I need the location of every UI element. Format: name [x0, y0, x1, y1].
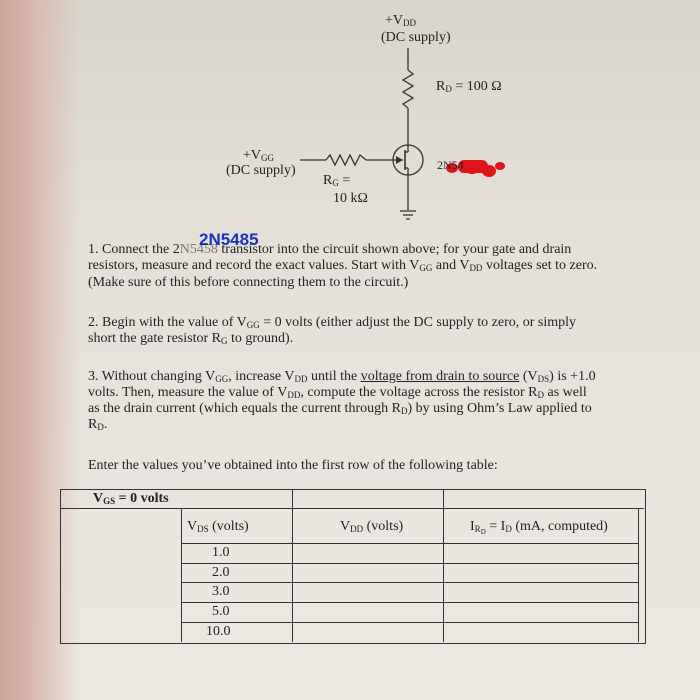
vdd-label: $+V_{DD}$	[385, 13, 417, 28]
table-vgs-header: $V_{GS} = 0$ volts	[93, 491, 169, 506]
instruction-3-line-3: as the drain current (which equals the current through $R_D$) by using Ohm’s Law applied to	[88, 401, 592, 416]
vgg-label: $+V_{GG}$	[243, 148, 275, 163]
column-header-vds: $V_{DS}$ (volts)	[187, 519, 249, 534]
table-row-line	[181, 602, 639, 603]
transistor-part-label: 2N54	[437, 158, 464, 172]
instruction-1-line-3: (Make sure of this before connecting them to the circuit.)	[88, 275, 409, 290]
instruction-3-line-2: volts. Then, measure the value of $V_{DD}$, compute the voltage across the resistor $R_D$ as well	[88, 385, 587, 400]
table-divider-2	[443, 489, 444, 642]
rg-label: $R_G$ =	[323, 173, 351, 188]
vgg-supply-label: (DC supply)	[226, 163, 296, 178]
enter-values-instruction: Enter the values you’ve obtained into the first row of the following table:	[88, 458, 498, 473]
rd-resistor	[403, 70, 413, 108]
column-header-id: $I_{R_D} = I_D$ (mA, computed)	[470, 519, 608, 536]
rg-value: 10 kΩ	[333, 191, 368, 206]
table-row-line	[181, 563, 639, 564]
rg-resistor	[326, 155, 366, 165]
table-row-vds-value: 1.0	[212, 545, 230, 560]
gate-arrow	[396, 156, 403, 164]
table-row-vds-value: 10.0	[206, 624, 231, 639]
table-row-line	[181, 622, 639, 623]
instruction-2-line-2: short the gate resistor $R_G$ to ground).	[88, 331, 294, 346]
instruction-3-line-1: 3. Without changing $V_{GG}$, increase $V_{DD}$ until the voltage from drain to source $(V_{DS})$ is +1.0	[88, 369, 596, 384]
table-row-vds-value: 3.0	[212, 584, 230, 599]
instruction-1-line-1: 1. Connect the 2N5458 transistor into the circuit shown above; for your gate and drain	[88, 242, 572, 257]
instruction-3-line-4: $R_D$.	[88, 417, 108, 432]
table-row-vds-value: 5.0	[212, 604, 230, 619]
column-header-vdd: $V_{DD}$ (volts)	[340, 519, 404, 534]
table-row-vds-value: 2.0	[212, 565, 230, 580]
vdd-supply-label: (DC supply)	[381, 30, 451, 45]
rd-label: $R_D = 100$ Ω	[436, 79, 502, 94]
instruction-2-line-1: 2. Begin with the value of $V_{GG} = 0$ volts (either adjust the DC supply to zero, or simply	[88, 315, 577, 330]
table-row-line	[181, 543, 639, 544]
handwritten-part-number: 2N5485	[199, 230, 259, 249]
table-row-line	[181, 582, 639, 583]
instruction-1-line-2: resistors, measure and record the exact values. Start with $V_{GG}$ and $V_{DD}$ voltages set to zero.	[88, 258, 598, 273]
table-divider-1	[292, 489, 293, 642]
